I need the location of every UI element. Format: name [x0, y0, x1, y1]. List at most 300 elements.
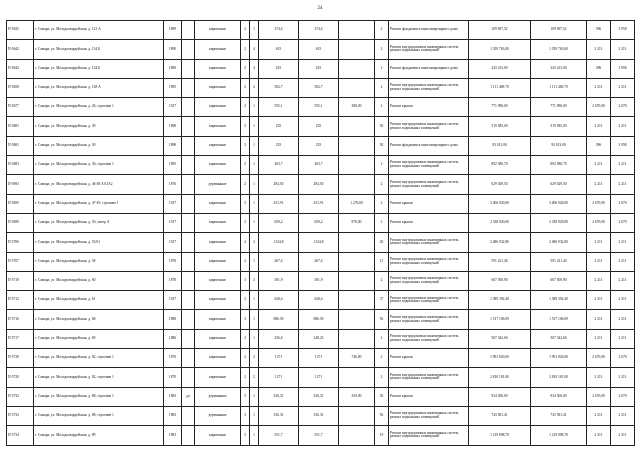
cell-municipal-area: 876,00 [339, 213, 375, 232]
cell-id: П-5681 [7, 117, 34, 136]
cell-total-area: 1271 [259, 368, 299, 387]
cell-total-cost: 1 219 808,70 [469, 426, 531, 445]
cell-specific-cost: 2 670,00 [587, 387, 611, 406]
cell-residents: 92 [375, 406, 389, 425]
cell-total-cost: 93 013,00 [469, 136, 531, 155]
cell-living-area: 686,39 [299, 310, 339, 329]
cell-address: г. Самара, ул. Молодогвардейская, д. 50, литер А [34, 213, 164, 232]
cell-specific-cost: 2 670,00 [587, 349, 611, 368]
cell-specific-cost: 2 211 [587, 426, 611, 445]
cell-municipal-area [339, 78, 375, 97]
cell-floors: 3 [241, 271, 250, 290]
cell-municipal-area [339, 40, 375, 59]
cell-specific-cost: 2 211 [587, 252, 611, 271]
cell-material: кирпичные [195, 194, 241, 213]
cell-address: г. Самара, ул. Молодогвардейская, д. 61 [34, 291, 164, 310]
table-row [7, 213, 635, 232]
cell-work-type: Ремонт крыши [389, 194, 469, 213]
cell-extra [182, 21, 195, 40]
cell-max-cost: 2 670 [611, 98, 635, 117]
cell-max-cost: 2 211 [611, 175, 635, 194]
cell-total-cost: 591 221,40 [469, 252, 531, 271]
cell-total-area: 1271 [259, 349, 299, 368]
cell-total-cost: 1 517 106,09 [469, 310, 531, 329]
table-row [7, 406, 635, 425]
cell-living-area: 235 [299, 136, 339, 155]
cell-max-cost: 3 958 [611, 136, 635, 155]
cell-residents: 2 [375, 368, 389, 387]
cell-floors: 2 [241, 291, 250, 310]
cell-specific-cost: 396 [587, 59, 611, 78]
cell-entrances: 4 [250, 59, 259, 78]
cell-id: П-5707 [7, 252, 34, 271]
cell-specific-cost: 2 211 [587, 406, 611, 425]
cell-material: деревянные [195, 406, 241, 425]
cell-work-type: Ремонт внутридомовых инженерных систем, ремонт подвальных помещений [389, 271, 469, 290]
cell-fund-cost: 667 500,90 [531, 271, 587, 290]
table-row [7, 175, 635, 194]
cell-year: 1898 [164, 117, 182, 136]
cell-living-area: 551,7 [299, 426, 339, 445]
cell-fund-cost: 1 517 106,09 [531, 310, 587, 329]
cell-id: П-5732 [7, 406, 34, 425]
cell-max-cost: 3 958 [611, 21, 635, 40]
cell-total-cost: 3 406 920,00 [469, 194, 531, 213]
cell-work-type: Ремонт внутридомовых инженерных систем, ремонт подвальных помещений [389, 310, 469, 329]
cell-entrances: 1 [250, 98, 259, 117]
cell-fund-cost: 243 413,00 [531, 59, 587, 78]
cell-year: 1917 [164, 233, 182, 252]
cell-extra [182, 233, 195, 252]
table-row [7, 291, 635, 310]
cell-id: П-5681 [7, 136, 34, 155]
cell-specific-cost: 2 211 [587, 156, 611, 175]
cell-floors: 2 [241, 213, 250, 232]
cell-id: П-5677 [7, 98, 34, 117]
cell-floors: 4 [241, 233, 250, 252]
cell-work-type: Ремонт внутридомовых инженерных систем, ремонт подвальных помещений [389, 117, 469, 136]
cell-total-cost: 567 342,60 [469, 329, 531, 348]
cell-address: г. Самара, ул. Молодогвардейская, д. 121 А [34, 21, 164, 40]
cell-id: П-5710 [7, 271, 34, 290]
table-row [7, 156, 635, 175]
cell-address: г. Самара, ул. Молодогвардейская, д. 60 [34, 271, 164, 290]
cell-floors: 3 [241, 136, 250, 155]
cell-residents: 2 [375, 78, 389, 97]
cell-entrances: 1 [250, 21, 259, 40]
cell-living-area: 336,31 [299, 406, 339, 425]
table-row [7, 59, 635, 78]
cell-year: 1878 [164, 271, 182, 290]
cell-specific-cost: 2 670,00 [587, 98, 611, 117]
cell-work-type: Ремонт внутридомовых инженерных систем, ремонт подвальных помещений [389, 406, 469, 425]
cell-living-area: 555,1 [299, 98, 339, 117]
cell-fund-cost: 1 111 469,70 [531, 78, 587, 97]
cell-total-area: 235 [259, 117, 299, 136]
cell-entrances: 1 [250, 426, 259, 445]
cell-residents: 19 [375, 426, 389, 445]
cell-entrances: 1 [250, 175, 259, 194]
cell-year: 1917 [164, 291, 182, 310]
cell-extra [182, 426, 195, 445]
cell-total-area: 336,31 [259, 406, 299, 425]
cell-specific-cost: 2 211 [587, 329, 611, 348]
cell-year: 1883 [164, 406, 182, 425]
cell-municipal-area: 350,00 [339, 387, 375, 406]
cell-extra [182, 156, 195, 175]
cell-living-area: 336,31 [299, 387, 339, 406]
cell-extra [182, 98, 195, 117]
cell-total-cost: 1 991 820,00 [469, 349, 531, 368]
cell-address: г. Самара, ул. Молодогвардейская, д. 89 [34, 426, 164, 445]
cell-municipal-area [339, 368, 375, 387]
table-row [7, 349, 635, 368]
cell-total-cost: 934 500,00 [469, 387, 531, 406]
cell-municipal-area [339, 310, 375, 329]
cell-total-cost: 243 413,00 [469, 59, 531, 78]
cell-total-area: 555,1 [259, 98, 299, 117]
cell-material: кирпичные [195, 59, 241, 78]
table-row [7, 98, 635, 117]
cell-max-cost: 2 211 [611, 291, 635, 310]
cell-extra [182, 310, 195, 329]
cell-municipal-area [339, 21, 375, 40]
cell-year: 1917 [164, 98, 182, 117]
cell-fund-cost: 2 810 181,00 [531, 368, 587, 387]
cell-max-cost: 2 211 [611, 233, 635, 252]
cell-living-area: 248,23 [299, 329, 339, 348]
cell-extra [182, 349, 195, 368]
cell-specific-cost: 2 670,00 [587, 213, 611, 232]
cell-fund-cost: 892 580,70 [531, 156, 587, 175]
cell-max-cost: 2 211 [611, 368, 635, 387]
table-row [7, 252, 635, 271]
cell-municipal-area [339, 59, 375, 78]
cell-total-cost: 1 359 763,00 [469, 40, 531, 59]
cell-specific-cost: 2 670,00 [587, 194, 611, 213]
cell-municipal-area: 288,00 [339, 98, 375, 117]
cell-total-area: 615 [259, 59, 299, 78]
cell-floors: 3 [241, 406, 250, 425]
cell-material: деревянные [195, 387, 241, 406]
cell-total-area: 1124,8 [259, 233, 299, 252]
table-row [7, 387, 635, 406]
cell-total-cost: 629 029,50 [469, 175, 531, 194]
table-row [7, 271, 635, 290]
cell-id: П-5683 [7, 156, 34, 175]
cell-total-area: 284,50 [259, 175, 299, 194]
cell-id: П-5695 [7, 194, 34, 213]
cell-entrances: 2 [250, 368, 259, 387]
cell-address: г. Самара, ул. Молодогвардейская, д. 58 [34, 252, 164, 271]
cell-fund-cost: 2 338 920,00 [531, 213, 587, 232]
cell-id: П-5729 [7, 349, 34, 368]
cell-address: г. Самара, ул. Молодогвардейская, д. 82, строение 1 [34, 349, 164, 368]
cell-specific-cost: 396 [587, 21, 611, 40]
cell-living-area: 1271 [299, 349, 339, 368]
cell-address: г. Самара, ул. Молодогвардейская, д. 88, строение 1 [34, 387, 164, 406]
cell-living-area: 235 [299, 117, 339, 136]
cell-year: 1888 [164, 310, 182, 329]
cell-fund-cost: 109 697,52 [531, 21, 587, 40]
cell-extra [182, 213, 195, 232]
cell-total-area: 256,6 [259, 329, 299, 348]
cell-work-type: Ремонт внутридомовых инженерных систем, ремонт подвальных помещений [389, 426, 469, 445]
cell-work-type: Ремонт фундамента многоквартирного дома [389, 136, 469, 155]
cell-max-cost: 2 211 [611, 310, 635, 329]
cell-fund-cost: 771 096,00 [531, 98, 587, 117]
cell-residents: 2 [375, 271, 389, 290]
cell-year: 1898 [164, 136, 182, 155]
cell-total-area: 274,4 [259, 21, 299, 40]
cell-total-area: 267,4 [259, 252, 299, 271]
cell-material: кирпичные [195, 329, 241, 348]
cell-extra [182, 252, 195, 271]
cell-year: 1886 [164, 329, 182, 348]
cell-max-cost: 2 211 [611, 156, 635, 175]
cell-work-type: Ремонт внутридомовых инженерных систем, ремонт подвальных помещений [389, 291, 469, 310]
cell-address: г. Самара, ул. Молодогвардейская, д. 36, строение 1 [34, 156, 164, 175]
cell-year: 1895 [164, 78, 182, 97]
table-row [7, 329, 635, 348]
cell-id: П-5642 [7, 40, 34, 59]
cell-total-cost: 109 697,52 [469, 21, 531, 40]
cell-residents: 2 [375, 156, 389, 175]
table-row [7, 78, 635, 97]
cell-specific-cost: 2 211 [587, 271, 611, 290]
cell-floors: 2 [241, 98, 250, 117]
cell-work-type: Ремонт крыши [389, 387, 469, 406]
cell-material: кирпичные [195, 21, 241, 40]
cell-year: 1878 [164, 252, 182, 271]
table-row [7, 368, 635, 387]
cell-floors: 2 [241, 349, 250, 368]
cell-year: 1883 [164, 387, 182, 406]
cell-id: П-5699 [7, 213, 34, 232]
cell-entrances: 1 [250, 117, 259, 136]
cell-living-area: 1271 [299, 368, 339, 387]
cell-entrances: 2 [250, 271, 259, 290]
cell-extra [182, 78, 195, 97]
cell-residents: 2 [375, 349, 389, 368]
cell-total-area: 611,91 [259, 194, 299, 213]
cell-address: г. Самара, ул. Молодогвардейская, д. 47-49, строение 1 [34, 194, 164, 213]
cell-id: П-5650 [7, 78, 34, 97]
cell-extra [182, 40, 195, 59]
table-row [7, 310, 635, 329]
cell-floors: 2 [241, 252, 250, 271]
cell-max-cost: 2 670 [611, 349, 635, 368]
cell-year: 1917 [164, 194, 182, 213]
cell-total-cost: 1 389 392,40 [469, 291, 531, 310]
cell-specific-cost: 396 [587, 136, 611, 155]
cell-material: кирпичные [195, 291, 241, 310]
cell-max-cost: 3 958 [611, 59, 635, 78]
cell-living-area: 611,91 [299, 194, 339, 213]
cell-municipal-area [339, 406, 375, 425]
capital-repair-table [6, 20, 635, 446]
cell-material: кирпичные [195, 426, 241, 445]
table-row [7, 194, 635, 213]
cell-residents: 2 [375, 40, 389, 59]
cell-id: П-5732 [7, 387, 34, 406]
cell-entrances: 4 [250, 40, 259, 59]
cell-year: 1890 [164, 59, 182, 78]
cell-address: г. Самара, ул. Молодогвардейская, д. 134 Б [34, 40, 164, 59]
cell-extra [182, 59, 195, 78]
cell-municipal-area [339, 156, 375, 175]
cell-material: кирпичные [195, 78, 241, 97]
cell-residents: 37 [375, 291, 389, 310]
cell-year: 1876 [164, 175, 182, 194]
cell-entrances: 1 [250, 156, 259, 175]
cell-residents: 11 [375, 252, 389, 271]
cell-fund-cost: 519 585,00 [531, 117, 587, 136]
cell-specific-cost: 2 211 [587, 233, 611, 252]
cell-floors: 2 [241, 368, 250, 387]
cell-max-cost: 2 211 [611, 406, 635, 425]
cell-total-cost: 2 810 181,00 [469, 368, 531, 387]
cell-fund-cost: 629 029,50 [531, 175, 587, 194]
cell-total-cost: 1 111 469,70 [469, 78, 531, 97]
cell-address: г. Самара, ул. Молодогвардейская, д. 26, строение 1 [34, 98, 164, 117]
cell-address: г. Самара, ул. Молодогвардейская, д. 69 [34, 329, 164, 348]
cell-living-area: 284,50 [299, 175, 339, 194]
cell-id: П-5717 [7, 329, 34, 348]
cell-material: кирпичные [195, 271, 241, 290]
cell-work-type: Ремонт внутридомовых инженерных систем, ремонт подвальных помещений [389, 40, 469, 59]
cell-specific-cost: 2 211 [587, 175, 611, 194]
cell-fund-cost: 1 991 820,00 [531, 349, 587, 368]
cell-year: 1883 [164, 426, 182, 445]
cell-work-type: Ремонт крыши [389, 98, 469, 117]
cell-work-type: Ремонт внутридомовых инженерных систем, ремонт подвальных помещений [389, 78, 469, 97]
cell-floors: 2 [241, 175, 250, 194]
cell-municipal-area: 746,00 [339, 349, 375, 368]
cell-id: П-5716 [7, 310, 34, 329]
cell-specific-cost: 2 211 [587, 78, 611, 97]
cell-specific-cost: 2 211 [587, 368, 611, 387]
cell-max-cost: 2 670 [611, 194, 635, 213]
cell-entrances: 1 [250, 387, 259, 406]
cell-work-type: Ремонт фундамента многоквартирного дома [389, 59, 469, 78]
cell-id: П-5642 [7, 59, 34, 78]
cell-total-area: 628,4 [259, 291, 299, 310]
cell-year: 1870 [164, 349, 182, 368]
cell-living-area: 628,4 [299, 291, 339, 310]
cell-id: П-5734 [7, 426, 34, 445]
cell-fund-cost: 1 219 808,70 [531, 426, 587, 445]
cell-living-area: 502,7 [299, 78, 339, 97]
cell-max-cost: 2 211 [611, 329, 635, 348]
cell-living-area: 403,7 [299, 156, 339, 175]
cell-living-area: 301,9 [299, 271, 339, 290]
cell-total-area: 551,7 [259, 426, 299, 445]
cell-material: кирпичные [195, 368, 241, 387]
cell-fund-cost: 93 013,00 [531, 136, 587, 155]
cell-fund-cost: 591 221,40 [531, 252, 587, 271]
cell-municipal-area [339, 271, 375, 290]
cell-residents: 92 [375, 136, 389, 155]
cell-entrances: 2 [250, 349, 259, 368]
cell-work-type: Ремонт внутридомовых инженерных систем, ремонт подвальных помещений [389, 329, 469, 348]
cell-material: деревянные [195, 175, 241, 194]
cell-living-area: 615 [299, 40, 339, 59]
cell-address: г. Самара, ул. Молодогвардейская, д. 82, строение 1 [34, 368, 164, 387]
cell-specific-cost: 2 211 [587, 310, 611, 329]
cell-id: П-5706 [7, 233, 34, 252]
cell-material: кирпичные [195, 213, 241, 232]
cell-residents: 2 [375, 213, 389, 232]
cell-municipal-area [339, 175, 375, 194]
cell-year: 1917 [164, 213, 182, 232]
cell-work-type: Ремонт фундамента многоквартирного дома [389, 21, 469, 40]
cell-specific-cost: 2 211 [587, 291, 611, 310]
cell-year: 1890 [164, 40, 182, 59]
cell-total-cost: 667 500,90 [469, 271, 531, 290]
cell-entrances: 1 [250, 213, 259, 232]
table-body [7, 21, 635, 446]
cell-material: кирпичные [195, 98, 241, 117]
cell-residents: 2 [375, 21, 389, 40]
cell-year: 1895 [164, 156, 182, 175]
cell-municipal-area [339, 136, 375, 155]
cell-floors: 3 [241, 117, 250, 136]
cell-max-cost: 2 670 [611, 213, 635, 232]
cell-entrances: 1 [250, 252, 259, 271]
cell-extra [182, 194, 195, 213]
cell-material: кирпичные [195, 349, 241, 368]
cell-fund-cost: 2 486 932,80 [531, 233, 587, 252]
cell-id: П-5635 [7, 21, 34, 40]
cell-living-area: 1124,8 [299, 233, 339, 252]
table-row [7, 117, 635, 136]
cell-municipal-area: 1 276,00 [339, 194, 375, 213]
cell-fund-cost: 1 359 763,00 [531, 40, 587, 59]
cell-extra [182, 175, 195, 194]
cell-max-cost: 2 211 [611, 40, 635, 59]
table-row [7, 40, 635, 59]
cell-municipal-area [339, 233, 375, 252]
cell-extra [182, 368, 195, 387]
cell-residents: 2 [375, 329, 389, 348]
cell-max-cost: 2 211 [611, 117, 635, 136]
table-row [7, 426, 635, 445]
cell-residents: 2 [375, 98, 389, 117]
cell-total-cost: 519 585,00 [469, 117, 531, 136]
cell-material: кирпичные [195, 252, 241, 271]
cell-material: кирпичные [195, 117, 241, 136]
cell-id: П-5693 [7, 175, 34, 194]
cell-entrances: 3 [250, 233, 259, 252]
cell-address: г. Самара, ул. Молодогвардейская, д. 88, строение 1 [34, 406, 164, 425]
cell-entrances: 1 [250, 291, 259, 310]
cell-total-area: 659,2 [259, 213, 299, 232]
cell-total-cost: 892 580,70 [469, 156, 531, 175]
cell-floors: 2 [241, 329, 250, 348]
cell-living-area: 659,2 [299, 213, 339, 232]
cell-max-cost: 2 211 [611, 426, 635, 445]
cell-residents: 92 [375, 117, 389, 136]
cell-year: 1870 [164, 368, 182, 387]
cell-extra [182, 117, 195, 136]
cell-municipal-area [339, 291, 375, 310]
cell-max-cost: 2 211 [611, 78, 635, 97]
cell-address: г. Самара, ул. Молодогвардейская, д. 53/61 [34, 233, 164, 252]
cell-max-cost: 2 211 [611, 271, 635, 290]
cell-floors: 2 [241, 59, 250, 78]
cell-extra [182, 271, 195, 290]
